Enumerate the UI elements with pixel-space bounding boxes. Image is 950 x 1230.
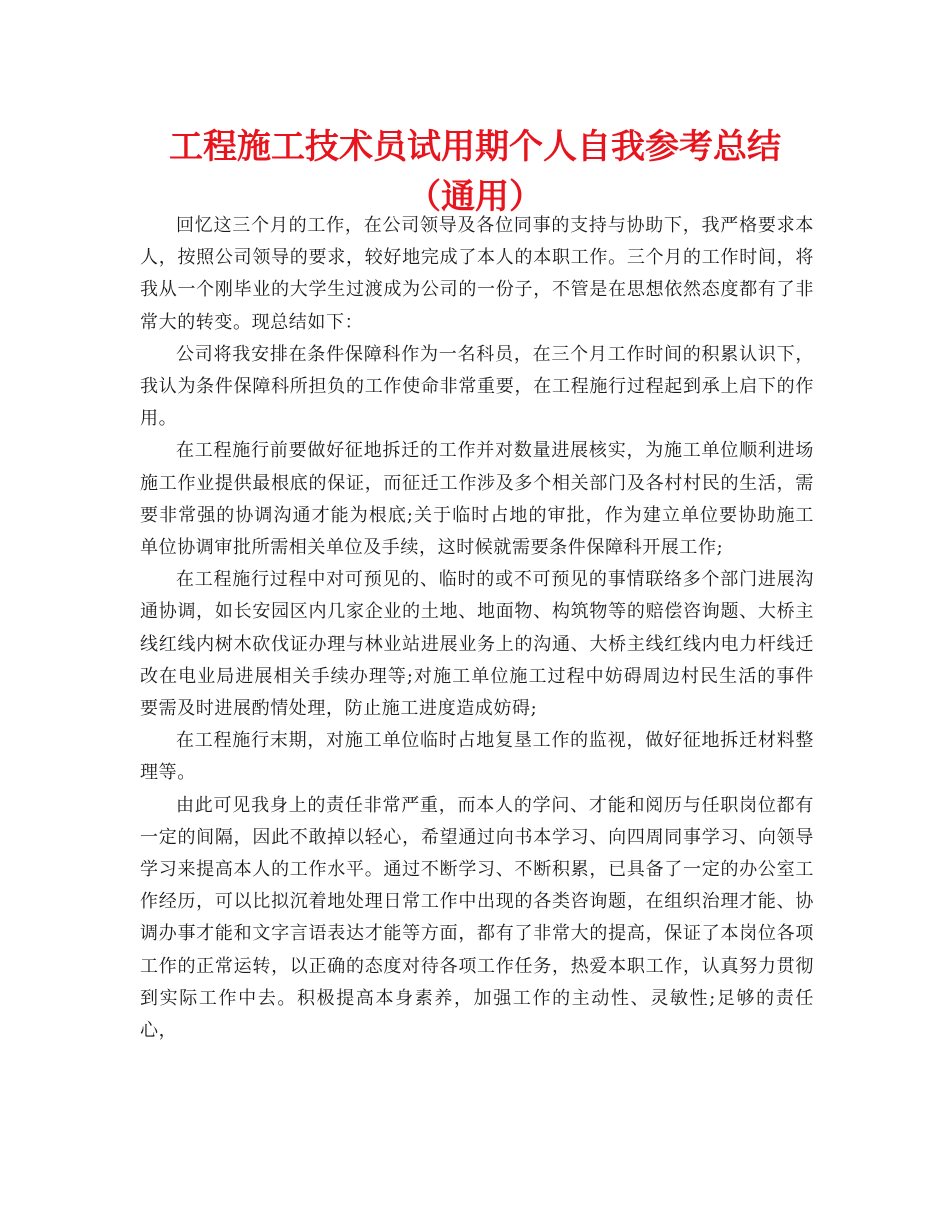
paragraph-5: 在工程施行末期，对施工单位临时占地复垦工作的监视，做好征地拆迁材料整理等。 [140,730,814,784]
paragraph-6: 由此可见我身上的责任非常严重，而本人的学问、才能和阅历与任职岗位都有一定的间隔，因此不敢掉以轻心，希望通过向书本学习、向四周同事学习、向领导学习来提高本人的工作水平。通过不断学习、不断积累，已具备了一定的办公室工作经历，可以比拟沉着地处理日常工作中出现的各类咨询题，在组织治理才能、协调办事才能和文字言语表达才能等方面，都有了非常大的提高，保证了本岗位各项工作的正常运转，以正确的态度对待各项工作任务，热爱本职工作，认真努力贯彻到实际工作中去。积极提高本身素养，加强工作的主动性、灵敏性;足够的责任心， [140,794,814,1042]
paragraph-1: 回忆这三个月的工作，在公司领导及各位同事的支持与协助下，我严格要求本人，按照公司领导的要求，较好地完成了本人的本职工作。三个月的工作时间，将我从一个刚毕业的大学生过渡成为公司的一份子，不管是在思想依然态度都有了非常大的转变。现总结如下： [140,215,814,333]
document-title: 工程施工技术员试用期个人自我参考总结（通用） [169,127,781,217]
paragraph-2: 公司将我安排在条件保障科作为一名科员，在三个月工作时间的积累认识下，我认为条件保障科所担负的工作使命非常重要，在工程施行过程起到承上启下的作用。 [140,343,814,430]
paragraph-4: 在工程施行过程中对可预见的、临时的或不可预见的事情联络多个部门进展沟通协调，如长安园区内几家企业的土地、地面物、构筑物等的赔偿咨询题、大桥主线红线内树木砍伐证办理与林业站进展业务上的沟通、大桥主线红线内电力杆线迁改在电业局进展相关手续办理等;对施工单位施工过程中妨碍周边村民生活的事件要需及时进展酌情处理，防止施工进度造成妨碍; [140,569,814,720]
paragraph-3: 在工程施行前要做好征地拆迁的工作并对数量进展核实，为施工单位顺利进场施工作业提供最根底的保证，而征迁工作涉及多个相关部门及各村村民的生活，需要非常强的协调沟通才能为根底;关于临时占地的审批，作为建立单位要协助施工单位协调审批所需相关单位及手续，这时候就需要条件保障科开展工作; [140,440,814,559]
document-body [140,210,814,1047]
